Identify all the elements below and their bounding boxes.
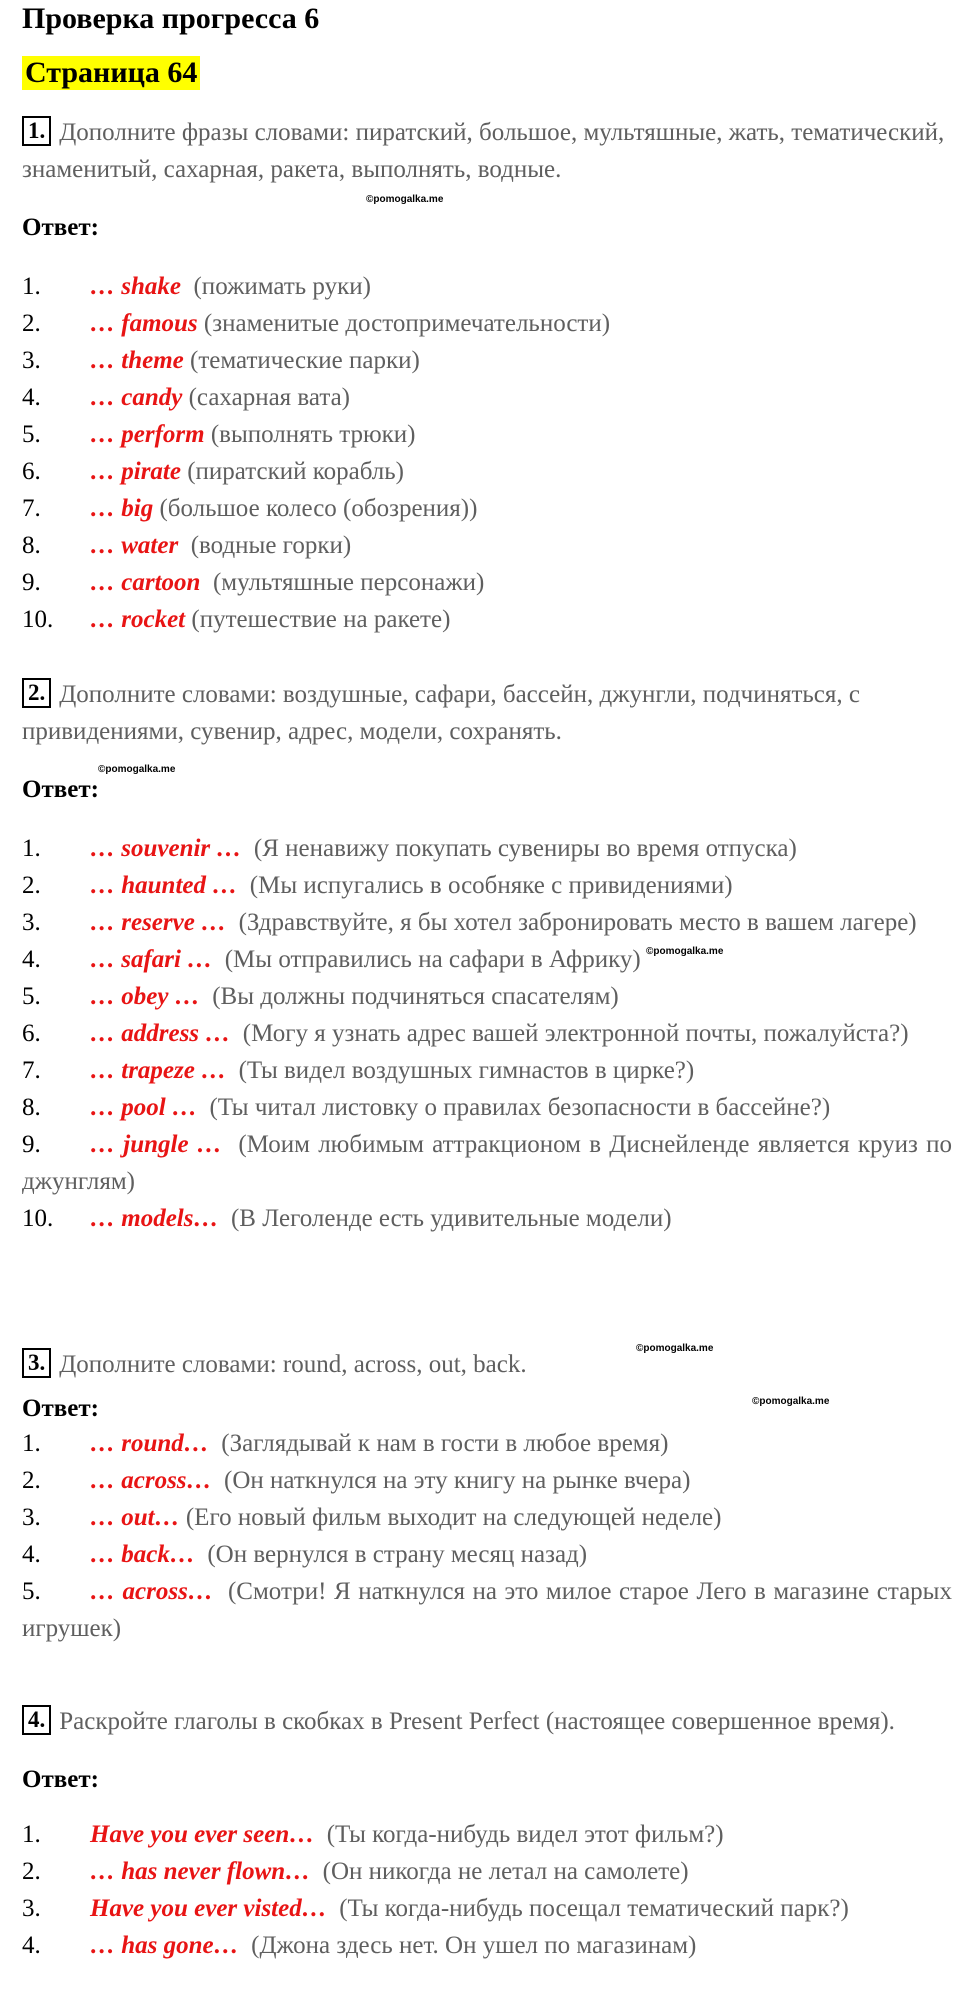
list-item [22,305,952,342]
answer-text: Have you ever seen… [90,1821,315,1848]
answer-text: … cartoon [90,569,201,596]
list-item [22,490,952,527]
instruction-text: Дополните словами: воздушные, сафари, бассейн, джунгли, подчиняться, с привидениями, сувенир, адрес, модели, сохранять. [22,681,860,745]
watermark: ©pomogalka.me [636,1343,714,1354]
list-item [22,1425,952,1462]
answer-text: … pirate [90,458,181,485]
answer-text: … perform [90,421,205,448]
answer-text: … has never flown… [90,1858,311,1885]
task-instruction [22,676,952,750]
translation-text: (знаменитые достопримечательности) [203,310,611,337]
instruction-text: Раскройте глаголы в скобках в Present Perfect (настоящее совершенное время). [59,1708,895,1735]
item-number: 2. [22,310,41,337]
list-item [22,416,952,453]
list-item [22,268,952,305]
item-number: 10. [22,1205,54,1232]
answer-text: … back… [90,1541,195,1568]
translation-text: (тематические парки) [190,347,420,374]
instruction-text: Дополните словами: round, across, out, back. [59,1351,527,1378]
task-instruction [22,1703,952,1740]
translation-text: (Мы испугались в особняке с привидениями) [249,872,733,899]
list-item [22,830,952,867]
answer-text: … models… [90,1205,219,1232]
translation-text: (Заглядывай к нам в гости в любое время) [221,1430,669,1457]
translation-text: (Смотри! Я наткнулся на это милое старое Лего в магазине старых игрушек) [22,1578,952,1642]
item-number: 1. [22,1430,41,1457]
list-item [22,1462,952,1499]
translation-text: (Он никогда не летал на самолете) [322,1858,689,1885]
item-number: 1. [22,273,41,300]
list-item [22,1573,952,1647]
list-item [22,1816,952,1853]
answer-text: … water [90,532,179,559]
answer-text: … candy [90,384,183,411]
answer-text: … round… [90,1430,209,1457]
translation-text: (выполнять трюки) [210,421,416,448]
answer-text: … across… [90,1467,212,1494]
list-item [22,1499,952,1536]
translation-text: (Он вернулся в страну месяц назад) [207,1541,588,1568]
item-number: 3. [22,909,41,936]
list-item [22,564,952,601]
translation-text: (пожимать руки) [193,273,371,300]
list-item [22,941,952,978]
item-number: 7. [22,495,41,522]
answer-text: … safari … [90,946,213,973]
answer-list [22,1816,952,1964]
answer-text: … jungle … [90,1131,222,1158]
list-item [22,453,952,490]
item-number: 1. [22,1821,41,1848]
item-number: 4. [22,1541,41,1568]
watermark: ©pomogalka.me [366,194,444,205]
watermark: ©pomogalka.me [752,1396,830,1407]
translation-text: (путешествие на ракете) [191,606,451,633]
page-title: Проверка прогресса 6 [22,2,320,35]
item-number: 4. [22,384,41,411]
answer-text: … obey … [90,983,200,1010]
answer-text: … souvenir … [90,835,242,862]
translation-text: (Мы отправились на сафари в Африку) [224,946,641,973]
item-number: 6. [22,458,41,485]
answer-list [22,830,952,1237]
answer-text: … trapeze … [90,1057,227,1084]
watermark: ©pomogalka.me [98,764,176,775]
task-1 [22,114,952,638]
translation-text: (Ты видел воздушных гимнастов в цирке?) [238,1057,695,1084]
list-item [22,904,952,941]
list-item [22,978,952,1015]
list-item [22,1200,952,1237]
item-number: 2. [22,1858,41,1885]
task-instruction [22,1346,952,1383]
list-item [22,527,952,564]
task-number: 4. [22,1705,51,1735]
watermark: ©pomogalka.me [646,946,724,957]
page-reference: Страница 64 [22,56,200,90]
list-item [22,1126,952,1200]
answer-label: Ответ: [22,214,99,241]
item-number: 2. [22,872,41,899]
item-number: 5. [22,1578,41,1605]
task-3 [22,1346,952,1647]
instruction-text: Дополните фразы словами: пиратский, большое, мультяшные, жать, тематический, знаменитый, сахарная, ракета, выполнять, водные. [22,119,945,183]
list-item [22,379,952,416]
item-number: 1. [22,835,41,862]
item-number: 3. [22,347,41,374]
translation-text: (Моим любимым аттракционом в Диснейленде является круиз по джунглям) [22,1131,953,1195]
item-number: 6. [22,1020,41,1047]
translation-text: (мультяшные персонажи) [212,569,485,596]
item-number: 2. [22,1467,41,1494]
translation-text: (Ты читал листовку о правилах безопасности в бассейне?) [209,1094,831,1121]
list-item [22,1089,952,1126]
item-number: 5. [22,983,41,1010]
translation-text: (В Леголенде есть удивительные модели) [230,1205,672,1232]
answer-list [22,268,952,638]
translation-text: (Здравствуйте, я бы хотел забронировать место в вашем лагере) [238,909,917,936]
item-number: 5. [22,421,41,448]
list-item [22,1536,952,1573]
item-number: 7. [22,1057,41,1084]
answer-text: … reserve … [90,909,227,936]
translation-text: (Ты когда-нибудь видел этот фильм?) [326,1821,724,1848]
item-number: 4. [22,946,41,973]
translation-text: (Его новый фильм выходит на следующей неделе) [185,1504,722,1531]
answer-text: … haunted … [90,872,238,899]
list-item [22,1927,952,1964]
answer-label: Ответ: [22,776,99,803]
answer-text: Have you ever visted… [90,1895,327,1922]
item-number: 4. [22,1932,41,1959]
list-item [22,867,952,904]
answer-text: … out… [90,1504,180,1531]
item-number: 8. [22,1094,41,1121]
item-number: 8. [22,532,41,559]
translation-text: (Он наткнулся на эту книгу на рынке вчера) [224,1467,691,1494]
item-number: 9. [22,569,41,596]
list-item [22,601,952,638]
list-item [22,342,952,379]
task-number: 2. [22,678,51,708]
task-number: 3. [22,1348,51,1378]
answer-text: … has gone… [90,1932,239,1959]
translation-text: (водные горки) [190,532,352,559]
answer-text: … big [90,495,154,522]
answer-text: … famous [90,310,198,337]
answer-text: … across… [90,1578,213,1605]
item-number: 9. [22,1131,41,1158]
translation-text: (Джона здесь нет. Он ушел по магазинам) [251,1932,697,1959]
list-item [22,1052,952,1089]
translation-text: (Могу я узнать адрес вашей электронной почты, пожалуйста?) [242,1020,909,1047]
answer-text: … theme [90,347,184,374]
task-number: 1. [22,116,51,146]
translation-text: (большое колесо (обозрения)) [159,495,478,522]
answer-text: … shake [90,273,181,300]
answer-text: … address … [90,1020,231,1047]
item-number: 3. [22,1504,41,1531]
answer-label: Ответ: [22,1395,99,1422]
translation-text: (сахарная вата) [188,384,350,411]
item-number: 3. [22,1895,41,1922]
translation-text: (Ты когда-нибудь посещал тематический парк?) [339,1895,849,1922]
answer-label: Ответ: [22,1766,99,1793]
answer-text: … pool … [90,1094,197,1121]
task-instruction [22,114,952,188]
task-4 [22,1703,952,1964]
list-item [22,1015,952,1052]
answer-list [22,1425,952,1647]
answer-text: … rocket [90,606,186,633]
list-item [22,1853,952,1890]
translation-text: (Я ненавижу покупать сувениры во время отпуска) [253,835,797,862]
task-2 [22,676,952,1237]
translation-text: (Вы должны подчиняться спасателям) [212,983,619,1010]
item-number: 10. [22,606,54,633]
translation-text: (пиратский корабль) [187,458,405,485]
list-item [22,1890,952,1927]
